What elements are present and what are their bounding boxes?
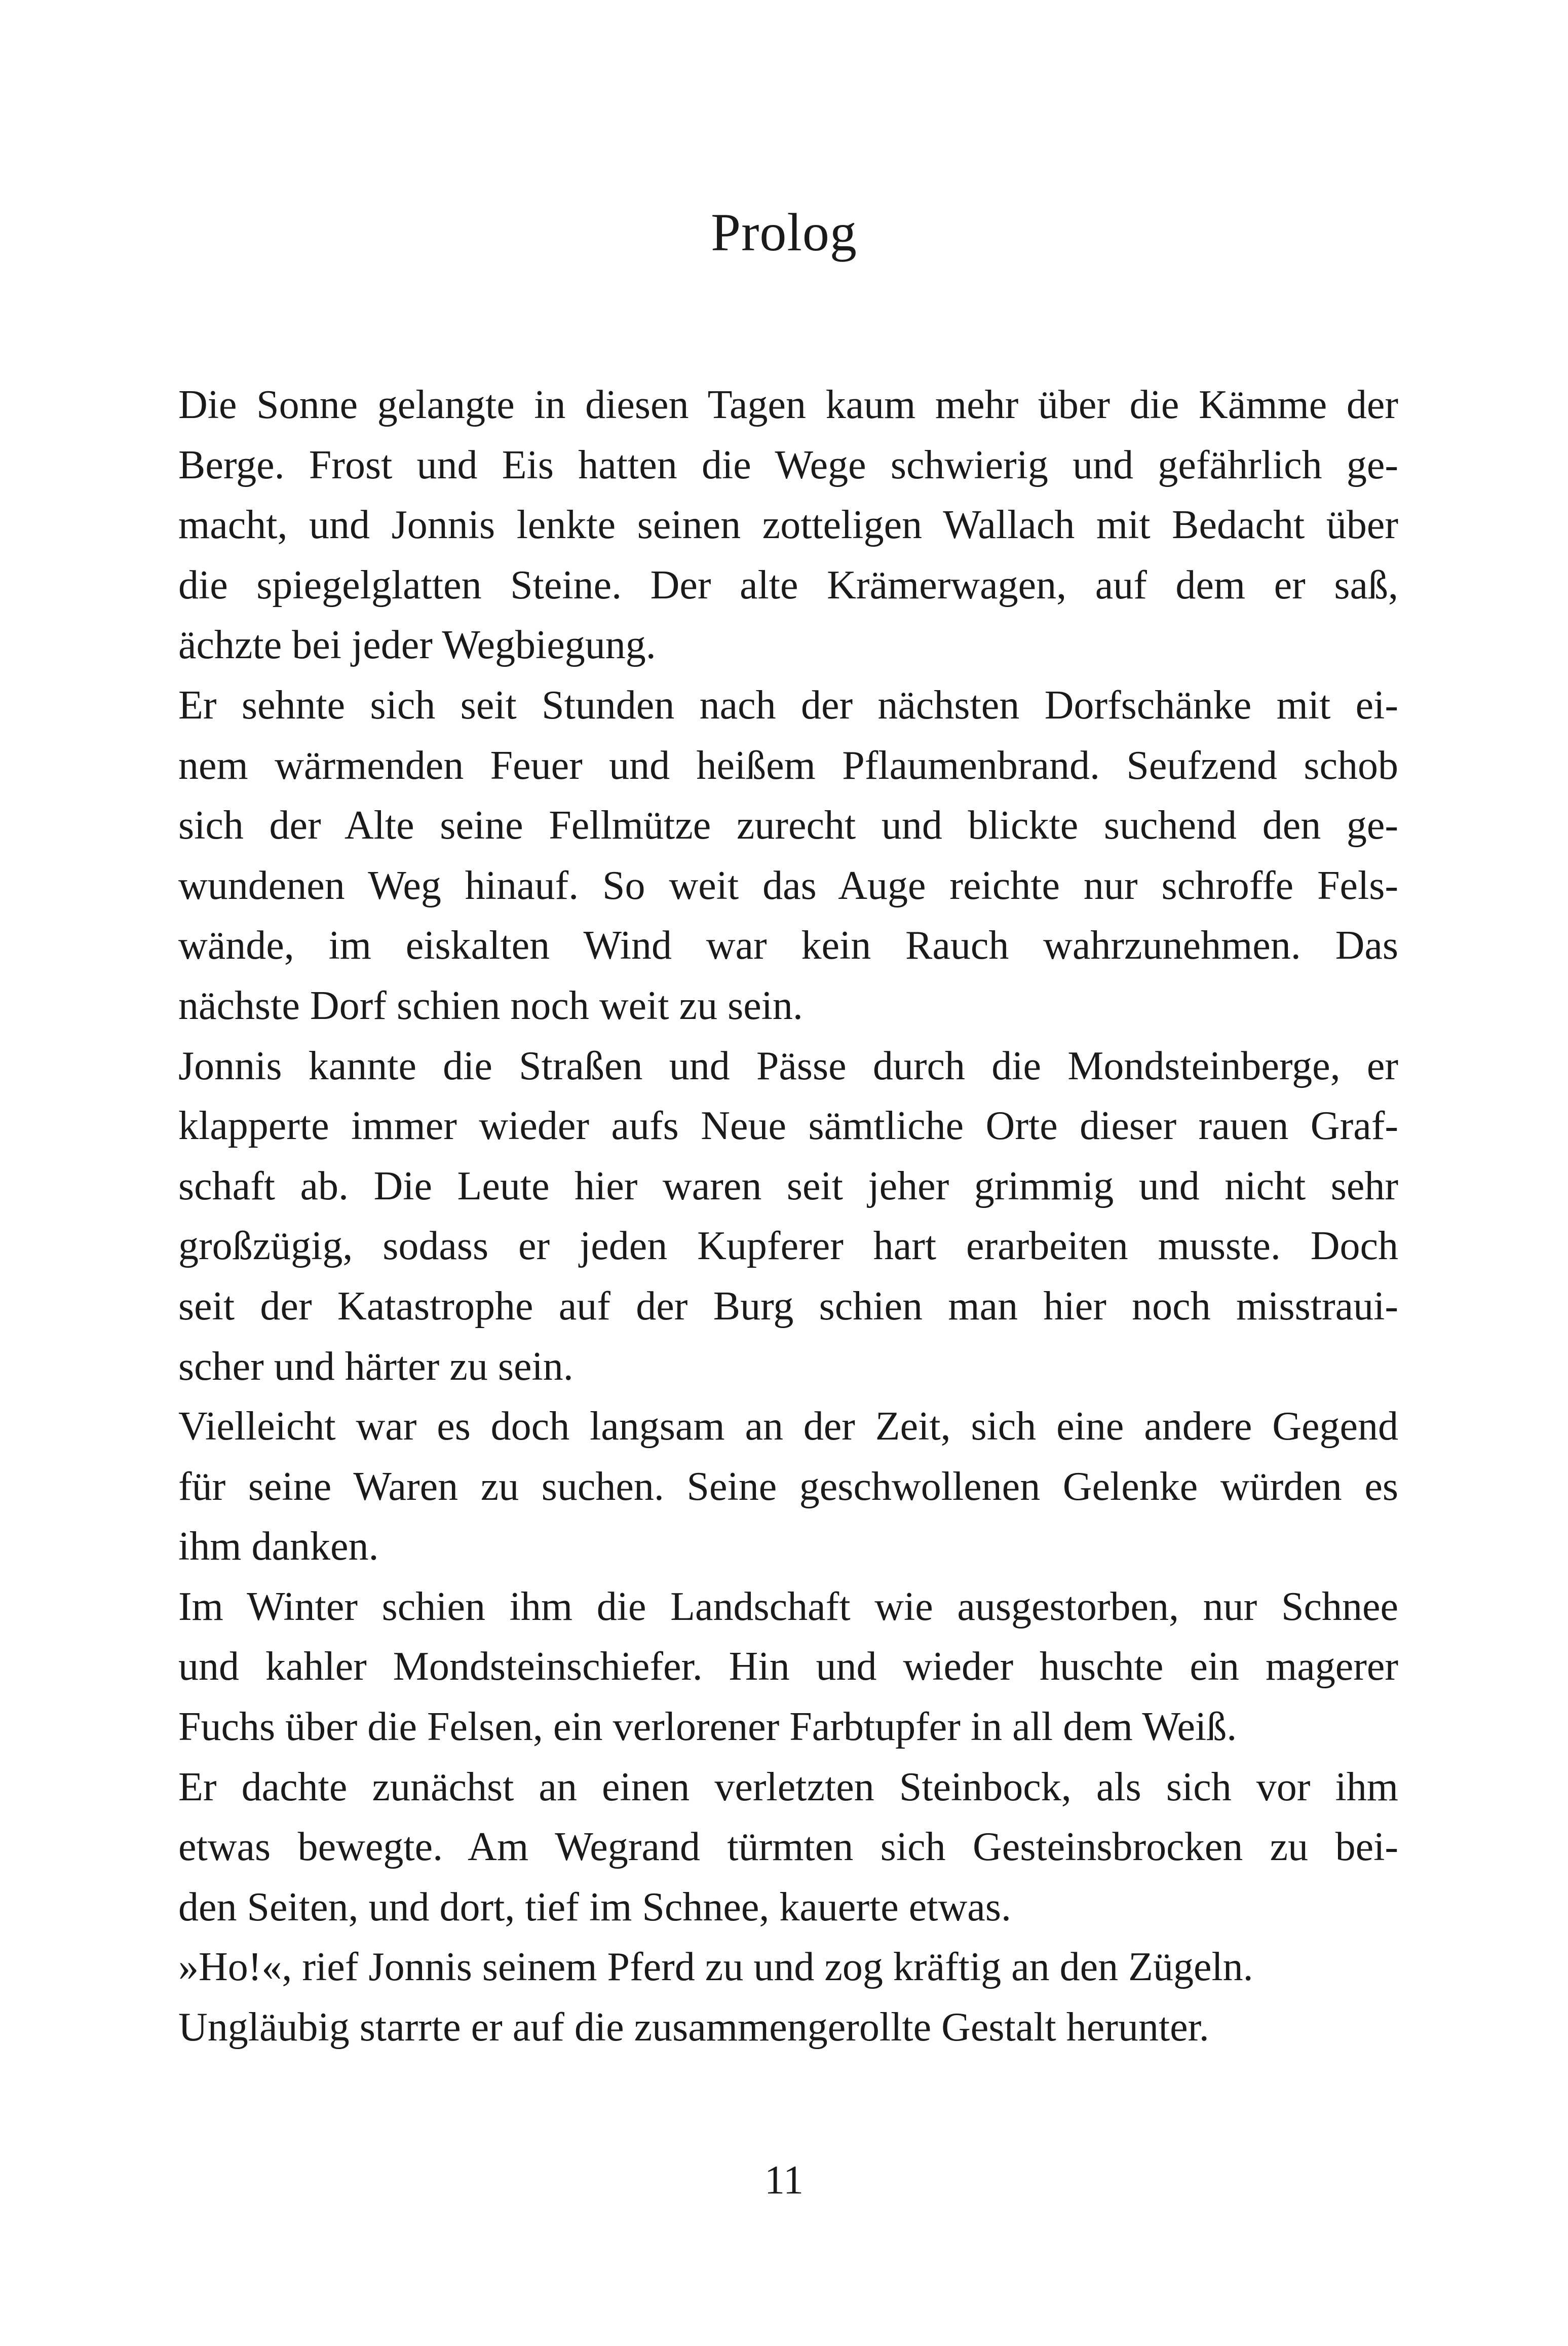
text-line: für seine Waren zu suchen. Seine geschwollenen Gelenke würden es bbox=[178, 1464, 1398, 1509]
text-line: die spiegelglatten Steine. Der alte Krämerwagen, auf dem er saß, bbox=[178, 562, 1398, 608]
text-line: macht, und Jonnis lenkte seinen zotteligen Wallach mit Bedacht über bbox=[178, 503, 1398, 548]
text-line: den Seiten, und dort, tief im Schnee, kauerte etwas. bbox=[178, 1884, 1011, 1929]
text-line: großzügig, sodass er jeden Kupferer hart erarbeiten musste. Doch bbox=[178, 1224, 1398, 1269]
text-line: nächste Dorf schien noch weit zu sein. bbox=[178, 983, 803, 1028]
text-line: nem wärmenden Feuer und heißem Pflaumenbrand. Seufzend schob bbox=[178, 743, 1398, 788]
text-line: Er sehnte sich seit Stunden nach der nächsten Dorfschänke mit ei- bbox=[178, 683, 1398, 728]
text-line: Vielleicht war es doch langsam an der Zeit, sich eine andere Gegend bbox=[178, 1404, 1398, 1449]
text-line: wände, im eiskalten Wind war kein Rauch wahrzunehmen. Das bbox=[178, 923, 1398, 968]
text-line: Er dachte zunächst an einen verletzten Steinbock, als sich vor ihm bbox=[178, 1764, 1398, 1809]
text-line: Fuchs über die Felsen, ein verlorener Farbtupfer in all dem Weiß. bbox=[178, 1705, 1237, 1750]
text-line: ihm danken. bbox=[178, 1524, 379, 1569]
text-line: Im Winter schien ihm die Landschaft wie ausgestorben, nur Schnee bbox=[178, 1584, 1398, 1629]
text-line: schaft ab. Die Leute hier waren seit jeher grimmig und nicht sehr bbox=[178, 1163, 1398, 1208]
text-line: Ungläubig starrte er auf die zusammengerollte Gestalt herunter. bbox=[178, 2005, 1209, 2050]
text-line: klapperte immer wieder aufs Neue sämtliche Orte dieser rauen Graf- bbox=[178, 1104, 1398, 1149]
text-line: Die Sonne gelangte in diesen Tagen kaum mehr über die Kämme der bbox=[178, 383, 1398, 427]
text-line: etwas bewegte. Am Wegrand türmten sich Gesteinsbrocken zu bei- bbox=[178, 1825, 1398, 1870]
text-line: »Ho!«, rief Jonnis seinem Pferd zu und zog kräftig an den Zügeln. bbox=[178, 1945, 1253, 1990]
text-line: Berge. Frost und Eis hatten die Wege schwierig und gefährlich ge- bbox=[178, 442, 1398, 487]
text-line: Jonnis kannte die Straßen und Pässe durch die Mondsteinberge, er bbox=[178, 1043, 1398, 1088]
text-line: seit der Katastrophe auf der Burg schien man hier noch misstraui- bbox=[178, 1283, 1398, 1329]
text-line: scher und härter zu sein. bbox=[178, 1344, 573, 1389]
body-text bbox=[178, 375, 1398, 2058]
page-number: 11 bbox=[764, 2158, 804, 2203]
text-line: sich der Alte seine Fellmütze zurecht und blickte suchend den ge- bbox=[178, 803, 1398, 848]
text-line: wundenen Weg hinauf. So weit das Auge reichte nur schroffe Fels- bbox=[178, 863, 1398, 908]
text-line: ächzte bei jeder Wegbiegung. bbox=[178, 623, 656, 668]
chapter-title: Prolog bbox=[711, 203, 857, 262]
text-line: und kahler Mondsteinschiefer. Hin und wieder huschte ein magerer bbox=[178, 1644, 1398, 1689]
